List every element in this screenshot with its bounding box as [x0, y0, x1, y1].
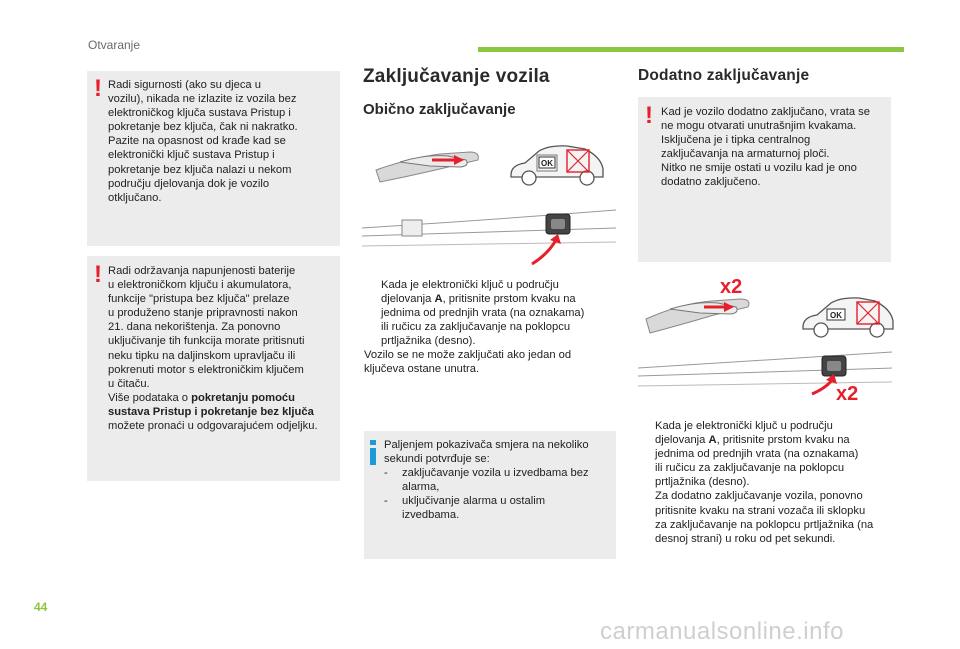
instruction-normal-locking: Kada je elektronički ključ u području djelovanja A, pritisnite prstom kvaku na jednima od prednjih vrata (na oznakama) ili ručicu za zaključavanje na poklopcu prtljažnika (desno).	[364, 278, 614, 348]
warning-icon: !	[645, 102, 653, 129]
car-side-ok-illustration	[797, 293, 897, 341]
info-icon	[370, 440, 376, 465]
warning-box-deadlocking: ! Kad je vozilo dodatno zaključano, vrata se ne mogu otvarati unutrašnjim kvakama. Isključena je i tipka centralnog zaključavanja na armaturnoj ploči. Nitko ne smije ostati u vozilu kad je ono dodatno zaključeno.	[638, 97, 891, 262]
warning-text-security: Radi sigurnosti (ako su djeca u vozilu), nikada ne izlazite iz vozila bez elektroničkog ključa sustava Pristup i pokretanje bez ključa, čak ni nakratko. Pazite na opasnost od krađe kad se elektronički ključ sustava Pristup i pokretanje bez ključa nalazi u nekom području djelovanja dok je vozilo otključano.	[108, 79, 298, 204]
bullet-arrow-icon	[638, 419, 655, 489]
ok-label: OK	[830, 311, 842, 320]
bullet-arrow-icon	[364, 278, 381, 348]
warning-icon: !	[94, 261, 102, 288]
ok-label: OK	[541, 159, 553, 168]
car-side-ok-illustration	[505, 141, 607, 189]
watermark: carmanualsonline.info	[600, 618, 844, 645]
info-box-indicators: Paljenjem pokazivača smjera na nekoliko sekundi potvrđuje se: - zaključavanje vozila u izvedbama bez alarma, - uključivanje alarma u ostalim izvedbama.	[364, 431, 616, 559]
x2-label: x2	[836, 383, 859, 405]
tailgate-button-illustration	[362, 206, 616, 266]
warning-box-security	[87, 71, 340, 246]
section-accent-bar	[478, 47, 904, 52]
note-key-inside: Vozilo se ne može zaključati ako jedan od ključeva ostane unutra.	[364, 349, 572, 376]
section-title-deadlocking: Dodatno zaključavanje	[638, 67, 810, 84]
warning-box-battery	[87, 256, 340, 481]
hand-door-handle-illustration	[370, 140, 490, 188]
section-label: Otvaranje	[88, 38, 141, 52]
x2-label: x2	[720, 276, 743, 298]
warning-text-battery: Radi održavanja napunjenosti baterije u elektroničkom ključu i akumulatora, funkcije "pristupa bez ključa" prelaze u produženo stanje pripravnosti nakon 21. dana nekorištenja. Za ponovno uključivanje tih funkcija morate pritisnuti neku tipku na daljinskom upravljaču ili pokrenuti motor s elektroničkim ključem u čitaču. Više podataka o pokretanju pomoću sustava Pristup i pokretanje bez ključa možete pronaći u odgovarajućem odjeljku.	[108, 265, 318, 433]
page-title: Zaključavanje vozila	[363, 66, 550, 87]
warning-icon: !	[94, 75, 102, 102]
tailgate-button-x2-illustration	[638, 348, 892, 410]
hand-door-handle-x2-illustration	[640, 275, 780, 341]
page-number: 44	[34, 600, 48, 614]
instruction-deadlocking: Kada je elektronički ključ u području djelovanja A, pritisnite prstom kvaku na jednima od prednjih vrata (na oznakama) ili ručicu za zaključavanje na poklopcu prtljažnika (desno). Za dodatno zaključavanje vozila, ponovno pritisnite kvaku na strani vozača ili sklopku za zaključavanje na poklopcu prtljažnika (na desnoj strani) u roku od pet sekundi.	[638, 419, 898, 546]
section-title-normal-locking: Obično zaključavanje	[363, 101, 516, 118]
bullet-arrow-icon	[638, 489, 655, 545]
